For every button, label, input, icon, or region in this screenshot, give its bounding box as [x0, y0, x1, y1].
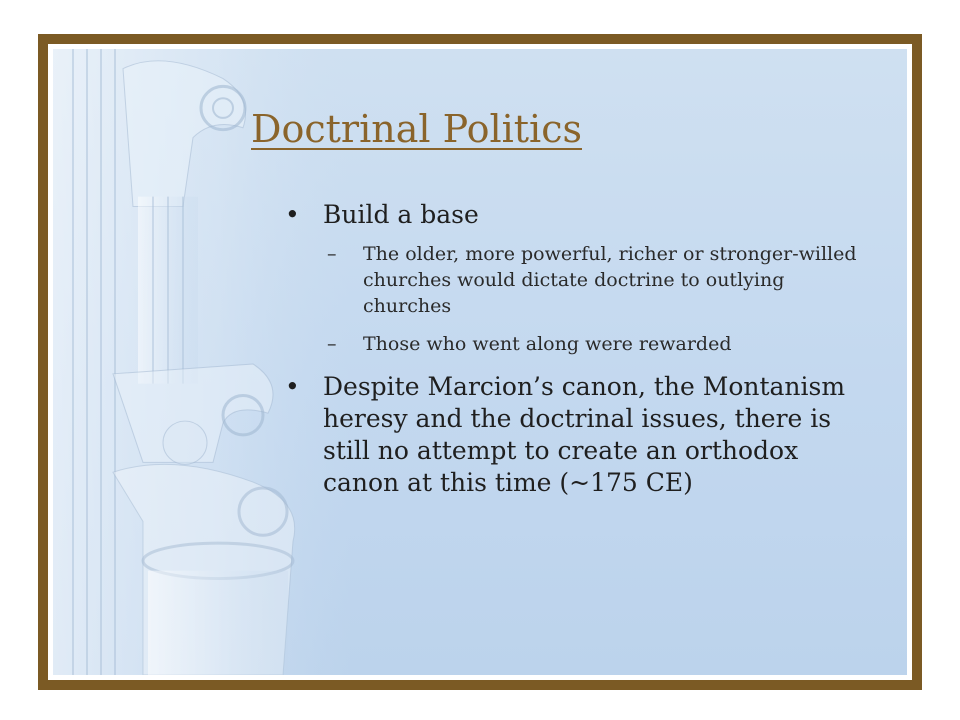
sub-bullet-item: – The older, more powerful, richer or stronger-willed churches would dictate doctrine to outlying churches	[323, 241, 865, 319]
sub-bullet-list	[323, 241, 865, 357]
content-panel	[53, 49, 907, 675]
bullet-item	[285, 199, 865, 357]
sub-bullet-item: – Those who went along were rewarded	[323, 331, 865, 357]
bullet-text: • Build a base	[323, 200, 479, 229]
bullet-item	[285, 371, 865, 499]
frame-inner-border	[48, 44, 912, 680]
bullet-text: • Despite Marcion’s canon, the Montanism heresy and the doctrinal issues, there is still no attempt to create an orthodox canon at this time (~175 CE)	[323, 372, 846, 497]
slide-title: Doctrinal Politics	[251, 107, 582, 151]
bullet-list	[285, 199, 865, 513]
slide-content	[53, 49, 907, 675]
slide-frame	[38, 34, 922, 690]
